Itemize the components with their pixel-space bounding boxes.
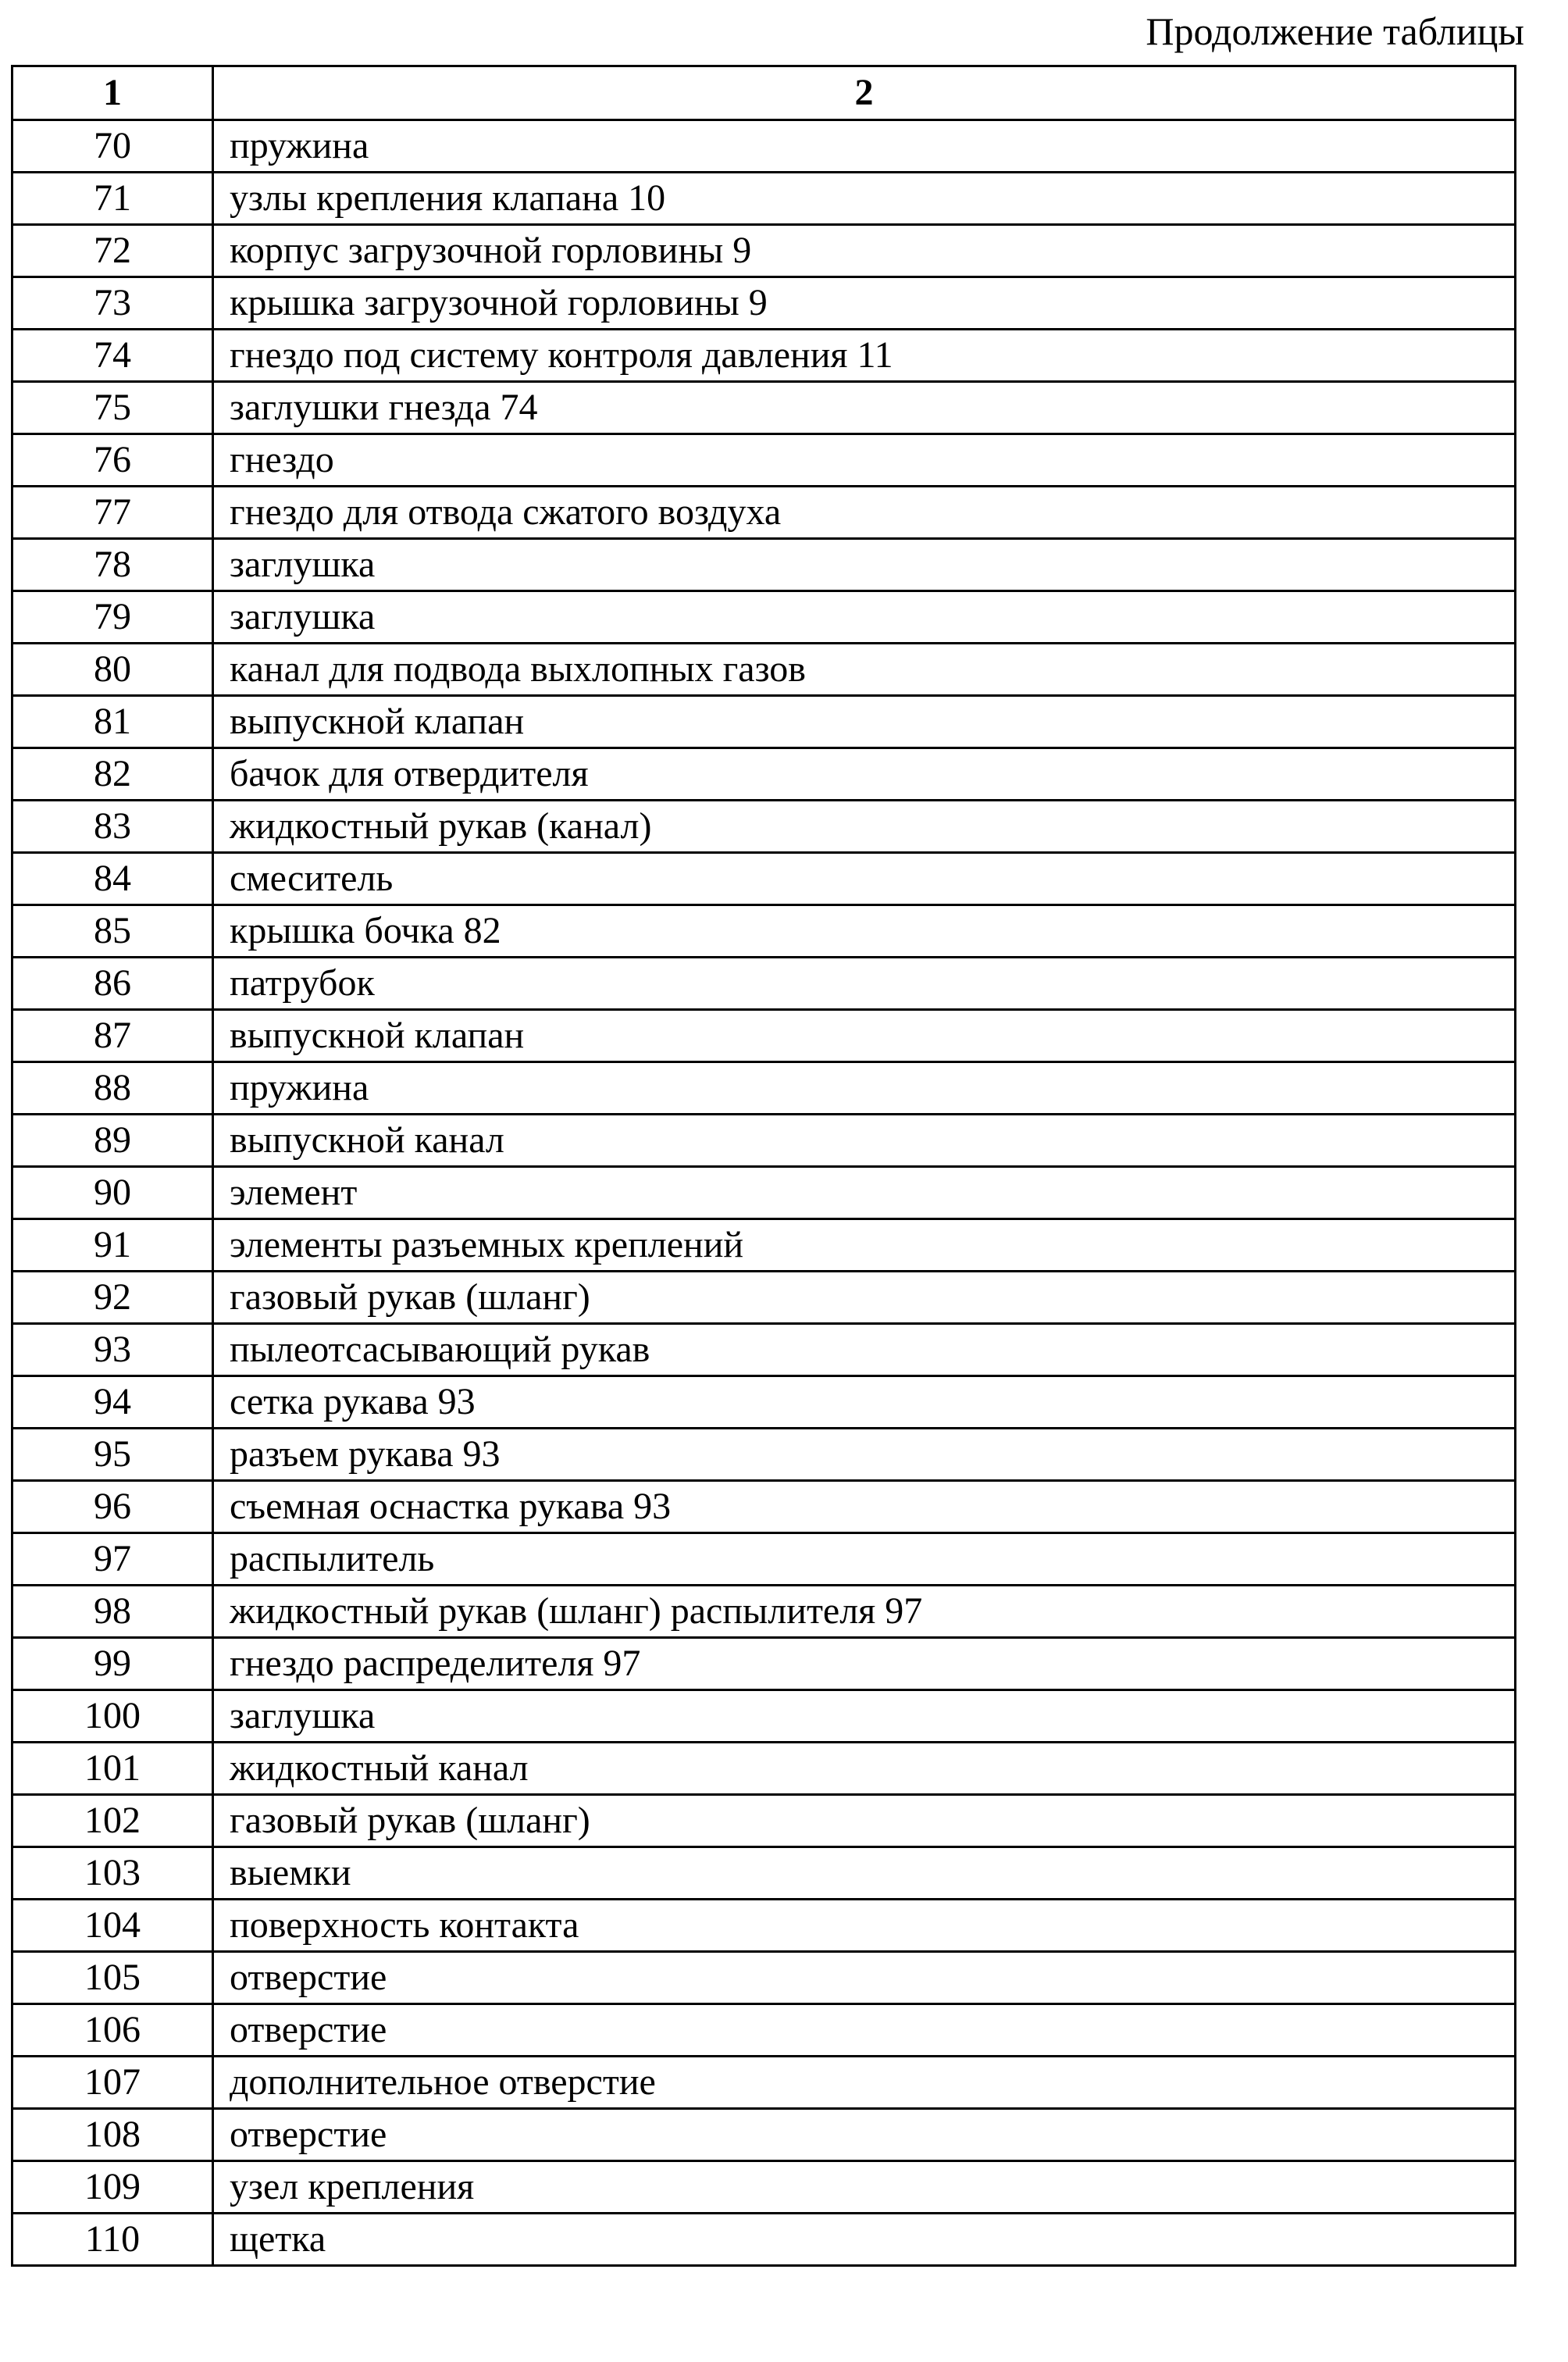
table-row xyxy=(12,1690,1516,1743)
table-row xyxy=(12,1376,1516,1429)
part-description-cell: отверстие xyxy=(213,1952,1516,2004)
part-description-cell: выемки xyxy=(213,1847,1516,1900)
column-header-number: 1 xyxy=(12,66,213,120)
part-number-cell: 103 xyxy=(12,1847,213,1900)
part-number-cell: 88 xyxy=(12,1062,213,1115)
part-number-cell: 80 xyxy=(12,644,213,696)
table-row xyxy=(12,539,1516,591)
table-body xyxy=(12,120,1516,2266)
table-row xyxy=(12,1533,1516,1586)
table-row xyxy=(12,958,1516,1010)
table-row xyxy=(12,1429,1516,1481)
part-description-cell: пылеотсасывающий рукав xyxy=(213,1324,1516,1376)
part-number-cell: 106 xyxy=(12,2004,213,2057)
part-number-cell: 84 xyxy=(12,853,213,905)
part-number-cell: 102 xyxy=(12,1795,213,1847)
part-number-cell: 82 xyxy=(12,748,213,801)
part-number-cell: 92 xyxy=(12,1272,213,1324)
part-description-cell: заглушка xyxy=(213,591,1516,644)
table-row xyxy=(12,1115,1516,1167)
part-description-cell: заглушка xyxy=(213,539,1516,591)
part-number-cell: 73 xyxy=(12,277,213,330)
part-number-cell: 78 xyxy=(12,539,213,591)
part-number-cell: 81 xyxy=(12,696,213,748)
part-number-cell: 94 xyxy=(12,1376,213,1429)
table-row xyxy=(12,1481,1516,1533)
part-number-cell: 76 xyxy=(12,434,213,487)
table-row xyxy=(12,1952,1516,2004)
part-description-cell: заглушки гнезда 74 xyxy=(213,382,1516,434)
part-description-cell: отверстие xyxy=(213,2004,1516,2057)
table-row xyxy=(12,1847,1516,1900)
part-description-cell: гнездо под систему контроля давления 11 xyxy=(213,330,1516,382)
part-description-cell: гнездо для отвода сжатого воздуха xyxy=(213,487,1516,539)
part-number-cell: 77 xyxy=(12,487,213,539)
part-description-cell: узел крепления xyxy=(213,2161,1516,2214)
part-number-cell: 72 xyxy=(12,225,213,277)
part-description-cell: распылитель xyxy=(213,1533,1516,1586)
part-number-cell: 108 xyxy=(12,2109,213,2161)
table-row xyxy=(12,801,1516,853)
part-number-cell: 93 xyxy=(12,1324,213,1376)
table-header-row xyxy=(12,66,1516,120)
part-number-cell: 71 xyxy=(12,173,213,225)
part-number-cell: 87 xyxy=(12,1010,213,1062)
table-row xyxy=(12,2109,1516,2161)
part-number-cell: 96 xyxy=(12,1481,213,1533)
part-description-cell: щетка xyxy=(213,2214,1516,2266)
part-description-cell: пружина xyxy=(213,1062,1516,1115)
table-row xyxy=(12,905,1516,958)
part-number-cell: 97 xyxy=(12,1533,213,1586)
part-number-cell: 86 xyxy=(12,958,213,1010)
table-row xyxy=(12,225,1516,277)
part-number-cell: 107 xyxy=(12,2057,213,2109)
part-description-cell: элемент xyxy=(213,1167,1516,1219)
table-row xyxy=(12,1900,1516,1952)
table-row xyxy=(12,1586,1516,1638)
part-description-cell: смеситель xyxy=(213,853,1516,905)
part-number-cell: 99 xyxy=(12,1638,213,1690)
table-row xyxy=(12,120,1516,173)
parts-table xyxy=(11,65,1516,2267)
part-number-cell: 100 xyxy=(12,1690,213,1743)
table-row xyxy=(12,434,1516,487)
part-number-cell: 110 xyxy=(12,2214,213,2266)
table-row xyxy=(12,1062,1516,1115)
part-number-cell: 105 xyxy=(12,1952,213,2004)
part-number-cell: 89 xyxy=(12,1115,213,1167)
part-description-cell: съемная оснастка рукава 93 xyxy=(213,1481,1516,1533)
table-row xyxy=(12,382,1516,434)
part-description-cell: жидкостный рукав (канал) xyxy=(213,801,1516,853)
table-row xyxy=(12,173,1516,225)
table-row xyxy=(12,696,1516,748)
part-number-cell: 70 xyxy=(12,120,213,173)
part-description-cell: поверхность контакта xyxy=(213,1900,1516,1952)
part-description-cell: газовый рукав (шланг) xyxy=(213,1795,1516,1847)
table-row xyxy=(12,1638,1516,1690)
part-number-cell: 109 xyxy=(12,2161,213,2214)
part-description-cell: элементы разъемных креплений xyxy=(213,1219,1516,1272)
part-number-cell: 75 xyxy=(12,382,213,434)
part-description-cell: узлы крепления клапана 10 xyxy=(213,173,1516,225)
table-row xyxy=(12,1324,1516,1376)
table-row xyxy=(12,591,1516,644)
table-row xyxy=(12,2161,1516,2214)
part-number-cell: 79 xyxy=(12,591,213,644)
part-number-cell: 74 xyxy=(12,330,213,382)
part-description-cell: сетка рукава 93 xyxy=(213,1376,1516,1429)
table-row xyxy=(12,2004,1516,2057)
table-row xyxy=(12,1795,1516,1847)
table-row xyxy=(12,330,1516,382)
part-description-cell: жидкостный рукав (шланг) распылителя 97 xyxy=(213,1586,1516,1638)
table-row xyxy=(12,644,1516,696)
part-description-cell: разъем рукава 93 xyxy=(213,1429,1516,1481)
part-number-cell: 83 xyxy=(12,801,213,853)
part-number-cell: 104 xyxy=(12,1900,213,1952)
part-number-cell: 90 xyxy=(12,1167,213,1219)
part-description-cell: патрубок xyxy=(213,958,1516,1010)
part-description-cell: гнездо распределителя 97 xyxy=(213,1638,1516,1690)
part-description-cell: газовый рукав (шланг) xyxy=(213,1272,1516,1324)
part-description-cell: корпус загрузочной горловины 9 xyxy=(213,225,1516,277)
part-description-cell: бачок для отвердителя xyxy=(213,748,1516,801)
part-number-cell: 101 xyxy=(12,1743,213,1795)
table-row xyxy=(12,853,1516,905)
table-row xyxy=(12,2214,1516,2266)
part-description-cell: канал для подвода выхлопных газов xyxy=(213,644,1516,696)
part-number-cell: 85 xyxy=(12,905,213,958)
table-row xyxy=(12,1219,1516,1272)
part-description-cell: крышка загрузочной горловины 9 xyxy=(213,277,1516,330)
table-row xyxy=(12,1167,1516,1219)
part-description-cell: жидкостный канал xyxy=(213,1743,1516,1795)
table-row xyxy=(12,487,1516,539)
table-row xyxy=(12,1272,1516,1324)
table-row xyxy=(12,2057,1516,2109)
table-row xyxy=(12,1743,1516,1795)
part-number-cell: 91 xyxy=(12,1219,213,1272)
part-description-cell: пружина xyxy=(213,120,1516,173)
part-description-cell: крышка бочка 82 xyxy=(213,905,1516,958)
part-description-cell: дополнительное отверстие xyxy=(213,2057,1516,2109)
table-row xyxy=(12,1010,1516,1062)
table-row xyxy=(12,277,1516,330)
table-continuation-caption: Продолжение таблицы xyxy=(1146,6,1524,56)
part-description-cell: заглушка xyxy=(213,1690,1516,1743)
part-number-cell: 95 xyxy=(12,1429,213,1481)
part-description-cell: гнездо xyxy=(213,434,1516,487)
table-row xyxy=(12,748,1516,801)
part-description-cell: отверстие xyxy=(213,2109,1516,2161)
part-number-cell: 98 xyxy=(12,1586,213,1638)
part-description-cell: выпускной клапан xyxy=(213,696,1516,748)
column-header-description: 2 xyxy=(213,66,1516,120)
part-description-cell: выпускной канал xyxy=(213,1115,1516,1167)
part-description-cell: выпускной клапан xyxy=(213,1010,1516,1062)
